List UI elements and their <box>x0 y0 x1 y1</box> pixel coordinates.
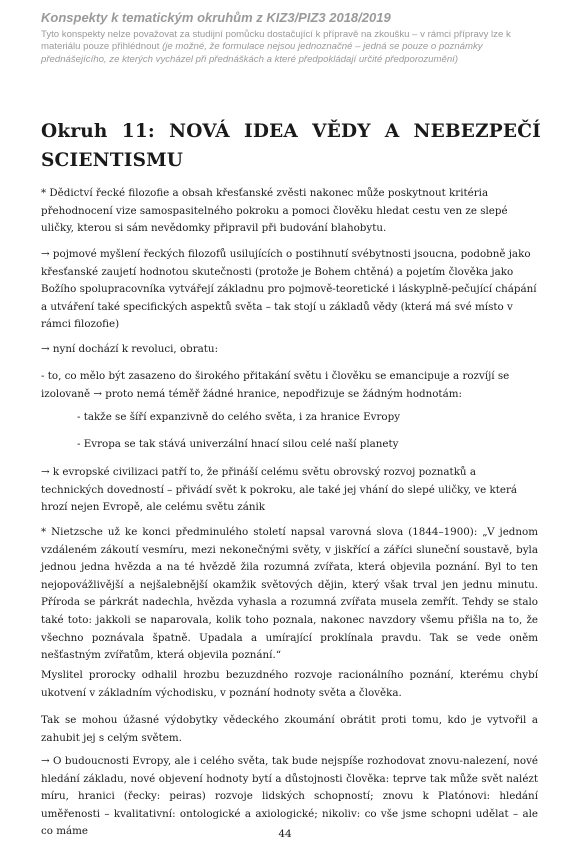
paragraph-greek-heritage: * Dědictví řecké filozofie a obsah křesťanské zvěsti nakonec může poskytnout kritéria přehodnocení vize samospasitelného pokroku a pomoci člověku hledat cestu ven ze slepé uličky, kterou si sám nevědomky připravil při budování blahobytu. <box>41 187 508 235</box>
paragraph-thinker: Myslitel prorocky odhalil hrozbu bezuzdného rozvoje racionálního poznání, kterému chybí ukotvení v základním východisku, v poznání hodnoty světa a člověka. <box>41 669 538 699</box>
page-header <box>41 10 541 66</box>
paragraph-nietzsche-quote: * Nietzsche už ke konci předminulého století napsal varovná slova (1844–1900): „V jednom vzdáleném zákoutí vesmíru, mezi nekonečnými světy, v jiskřící a záříci sluneční soustavě, byla jednou jedna hvězda a na té hvězdě žila rozumná zvířata, která objevila poznání. Byl to ten nejopovážlivější a nejšalebnější okamžik světových dějin, který však trval jen jednu minutu. Příroda se párkrát nadechla, hvězda vyhasla a rozumná zvířata musela zemřít. Tehdy se stalo také toto: jakkoli se naparovala, kolik toho poznala, nakonec navzdory všemu přišla na to, že všechno poznávala špatně. Upadala a umírající proklínala pravdu. Tak se vede oněm nešťastným zvířatům, která objevila poznání.“ <box>41 526 538 662</box>
paragraph-conceptual-thinking: → pojmové myšlení řeckých filozofů usilujících o postihnutí svébytnosti jsoucna, podobně jako křesťanské zaujetí hodnotou skutečnosti (protože je Bohem chtěná) a pojetím člověka jako Božího spolupracovníka vytvářejí základnu pro pojmově-teoretické i láskyplně-pečující chápání a utváření také specifických aspektů světa – tak stojí u základů vědy (která má své místo v rámci filozofie) <box>41 248 537 331</box>
list-item-europe-force: - Evropa se tak stává univerzální hnací silou celé naší planety <box>77 438 399 450</box>
page-number: 44 <box>278 828 292 840</box>
paragraph-emancipation: - to, co mělo být zasazeno do širokého přitakání světu i člověku se emancipuje a rozvíjí se izolovaně → proto nemá téměř žádné hranice, nepodřizuje se žádným hodnotám: <box>41 370 510 400</box>
header-disclaimer-text: Tyto konspekty nelze považovat za studijní pomůcku dostačující k přípravě na zkoušku – v rámci přípravy lze k materiálu pouze přihlédnout <box>41 29 511 53</box>
paragraph-achievements: Tak se mohou úžasné výdobytky vědeckého zkoumání obrátit proti tomu, kdo je vytvořil a zahubit jej s celým světem. <box>41 714 538 744</box>
header-disclaimer-note: (je možné, že formulace nejsou jednoznačné – jedná se pouze o poznámky přednášejícího, ze kterých vycházel při přednáškách a které předpokládají určité předporozumění) <box>41 41 483 65</box>
paragraph-revolution: → nyní dochází k revoluci, obratu: <box>41 343 219 355</box>
list-item-expansion: - takže se šíří expanzivně do celého světa, i za hranice Evropy <box>77 411 401 423</box>
header-disclaimer <box>41 29 541 66</box>
paragraph-european-civilization: → k evropské civilizaci patří to, že přináší celému světu obrovský rozvoj poznatků a technických dovedností – přivádí svět k pokroku, ale také jej vhání do slepé uličky, ve která hrozí nejen Evropě, ale celému světu zánik <box>41 466 518 514</box>
header-title: Konspekty k tematickým okruhům z KIZ3/PIZ3 2018/2019 <box>41 10 391 25</box>
chapter-title: Okruh 11: NOVÁ IDEA VĚDY A NEBEZPEČÍ SCIENTISMU <box>41 121 541 171</box>
paragraph-future-europe: → O budoucnosti Evropy, ale i celého světa, tak bude nejspíše rozhodovat znovu-nalezení, nové hledání základu, nové objevení hodnoty bytí a důstojnosti člověka: teprve tak může svět nalézt míru, hranici (řecky: peiras) rozvoje lidských schopností; znovu k Platónovi: hledání uměřenosti – kvalitativní: ontologické a axiologické; nikoliv: co vše jsme schopni udělat – ale co máme <box>41 755 538 838</box>
